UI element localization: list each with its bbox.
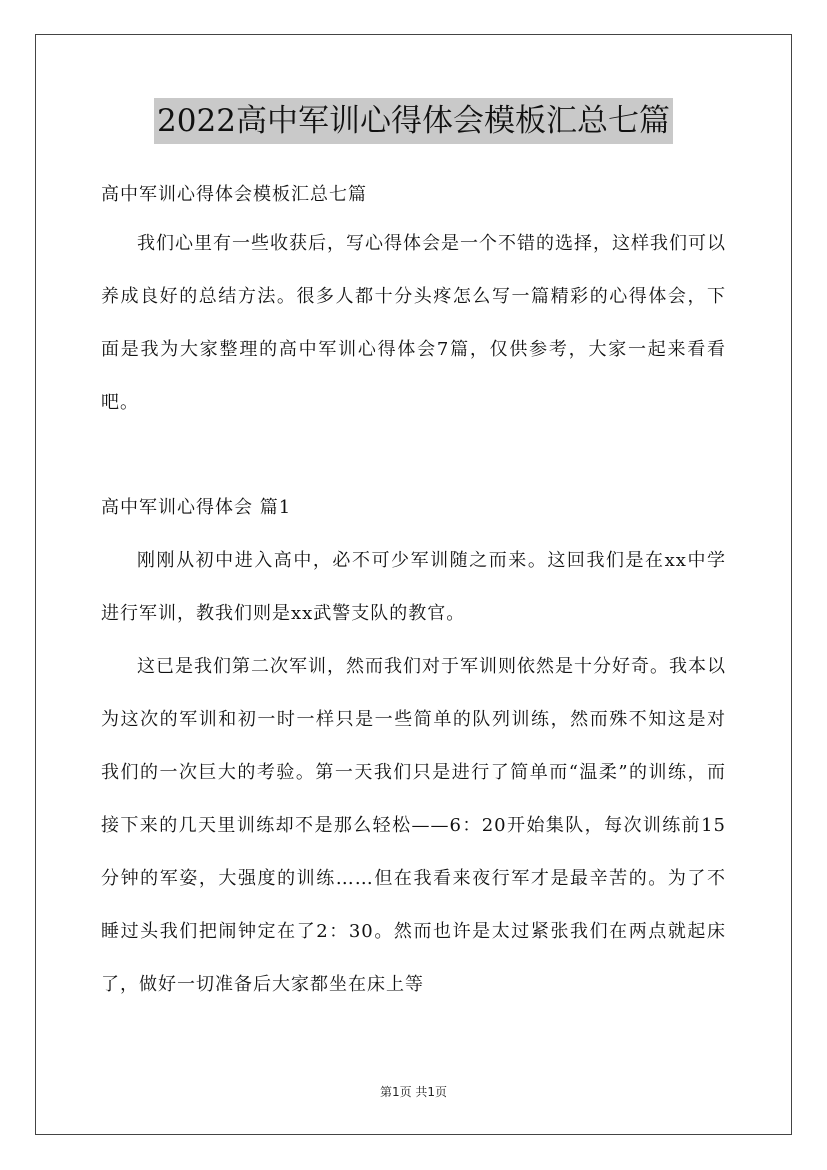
title-container [0, 98, 827, 144]
document-body [101, 175, 726, 1011]
section-heading: 高中军训心得体会 篇1 [101, 497, 292, 518]
document-title: 2022高中军训心得体会模板汇总七篇 [154, 98, 673, 144]
document-subtitle: 高中军训心得体会模板汇总七篇 [101, 184, 367, 205]
page-footer: 第1页 共1页 [379, 1085, 448, 1099]
body-paragraph: 刚刚从初中进入高中，必不可少军训随之而来。这回我们是在xx中学进行军训，教我们则是xx武警支队的教官。 [101, 550, 726, 624]
body-paragraph: 这已是我们第二次军训，然而我们对于军训则依然是十分好奇。我本以为这次的军训和初一时一样只是一些简单的队列训练，然而殊不知这是对我们的一次巨大的考验。第一天我们只是进行了简单而“温柔”的训练，而接下来的几天里训练却不是那么轻松——6：20开始集队，每次训练前15分钟的军姿，大强度的训练……但在我看来夜行军才是最辛苦的。为了不睡过头我们把闹钟定在了2：30。然而也许是太过紧张我们在两点就起床了，做好一切准备后大家都坐在床上等 [101, 656, 726, 995]
intro-paragraph: 我们心里有一些收获后，写心得体会是一个不错的选择，这样我们可以养成良好的总结方法。很多人都十分头疼怎么写一篇精彩的心得体会，下面是我为大家整理的高中军训心得体会7篇，仅供参考，大家一起来看看吧。 [101, 233, 726, 413]
